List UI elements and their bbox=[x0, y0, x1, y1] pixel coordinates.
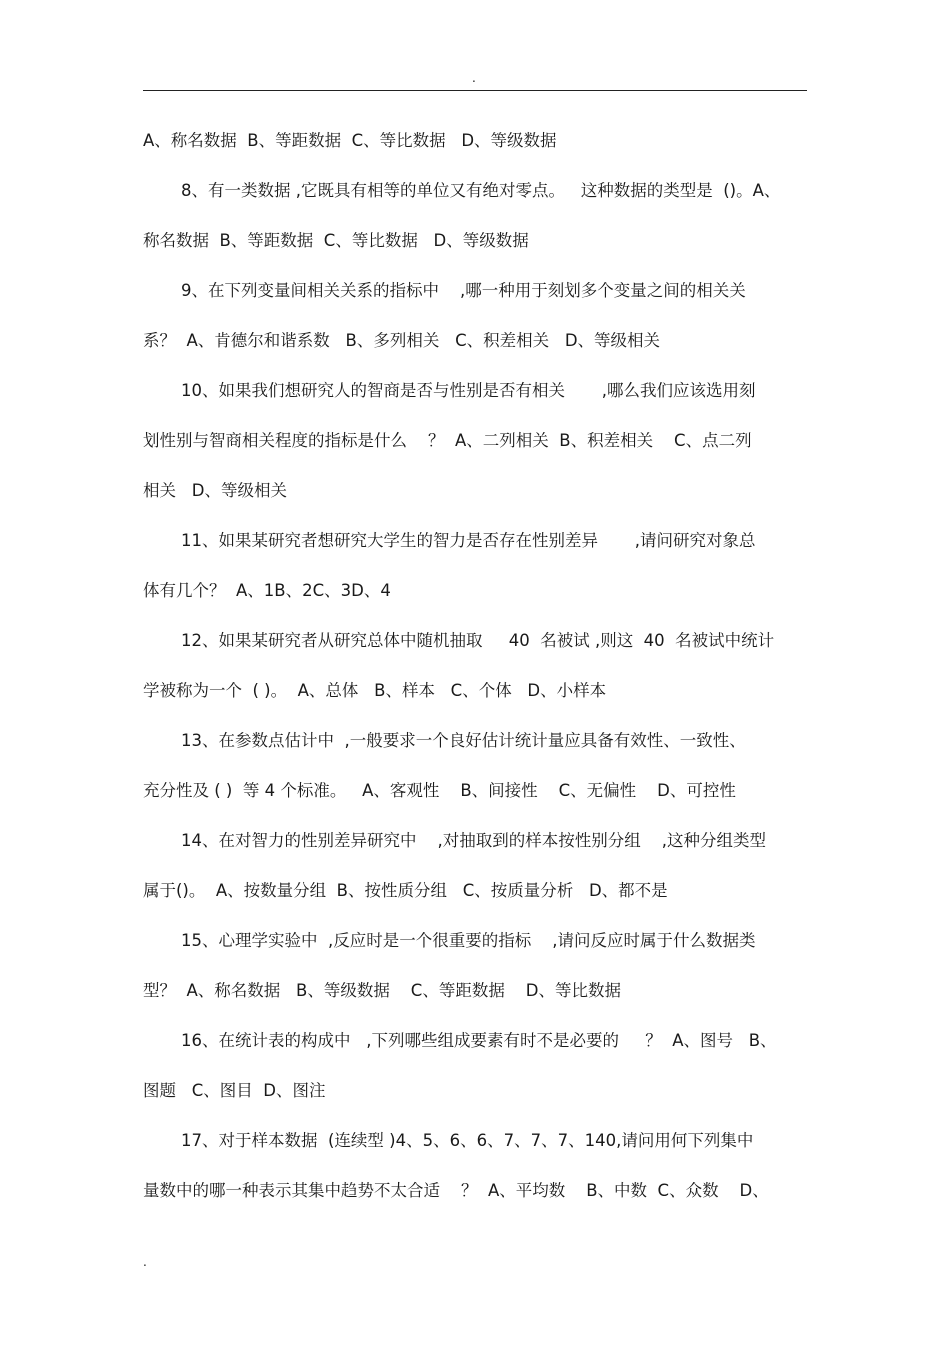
paragraph-line: A、称名数据 B、等距数据 C、等比数据 D、等级数据 bbox=[143, 131, 557, 150]
paragraph-first-line: 12、如果某研究者从研究总体中随机抽取 40 名被试 ,则这 40 名被试中统计 bbox=[181, 631, 775, 650]
paragraph-line: 相关 D、等级相关 bbox=[143, 481, 287, 500]
paragraph-first-line: 13、在参数点估计中 ,一般要求一个良好估计统计量应具备有效性、一致性、 bbox=[181, 731, 746, 750]
paragraph-line: 图题 C、图目 D、图注 bbox=[143, 1081, 326, 1100]
paragraph-line: 称名数据 B、等距数据 C、等比数据 D、等级数据 bbox=[143, 231, 529, 250]
paragraph-line: 划性别与智商相关程度的指标是什么 ？ A、二列相关 B、积差相关 C、点二列 bbox=[143, 431, 752, 450]
paragraph-line: 型？ A、称名数据 B、等级数据 C、等距数据 D、等比数据 bbox=[143, 981, 622, 1000]
paragraph-first-line: 15、心理学实验中 ,反应时是一个很重要的指标 ,请问反应时属于什么数据类 bbox=[181, 931, 756, 950]
paragraph-line: 属于()。 A、按数量分组 B、按性质分组 C、按质量分析 D、都不是 bbox=[143, 881, 668, 900]
footer-mark: . bbox=[143, 1255, 147, 1269]
document-body bbox=[143, 126, 807, 1226]
paragraph-line: 充分性及 ( ) 等 4 个标准。 A、客观性 B、间接性 C、无偏性 D、可控性 bbox=[143, 781, 736, 800]
header-mark: . bbox=[472, 71, 476, 85]
paragraph-line: 量数中的哪一种表示其集中趋势不太合适 ？ A、平均数 B、中数 C、众数 D、 bbox=[143, 1181, 769, 1200]
paragraph-first-line: 8、有一类数据 ,它既具有相等的单位又有绝对零点。 这种数据的类型是 ()。A、 bbox=[181, 181, 781, 200]
paragraph-first-line: 10、如果我们想研究人的智商是否与性别是否有相关 ,哪么我们应该选用刻 bbox=[181, 381, 756, 400]
paragraph-first-line: 9、在下列变量间相关关系的指标中 ,哪一种用于刻划多个变量之间的相关关 bbox=[181, 281, 746, 300]
header-rule bbox=[143, 90, 807, 91]
paragraph-first-line: 11、如果某研究者想研究大学生的智力是否存在性别差异 ,请问研究对象总 bbox=[181, 531, 756, 550]
paragraph-first-line: 16、在统计表的构成中 ,下列哪些组成要素有时不是必要的 ？ A、图号 B、 bbox=[181, 1031, 777, 1050]
paragraph-line: 学被称为一个 ( )。 A、总体 B、样本 C、个体 D、小样本 bbox=[143, 681, 607, 700]
paragraph-line: 系？ A、肯德尔和谐系数 B、多列相关 C、积差相关 D、等级相关 bbox=[143, 331, 661, 350]
paragraph-first-line: 17、对于样本数据 (连续型 )4、5、6、6、7、7、7、140,请问用何下列集中 bbox=[181, 1131, 754, 1150]
paragraph-line: 体有几个？ A、1B、2C、3D、4 bbox=[143, 581, 391, 600]
paragraph-first-line: 14、在对智力的性别差异研究中 ,对抽取到的样本按性别分组 ,这种分组类型 bbox=[181, 831, 766, 850]
